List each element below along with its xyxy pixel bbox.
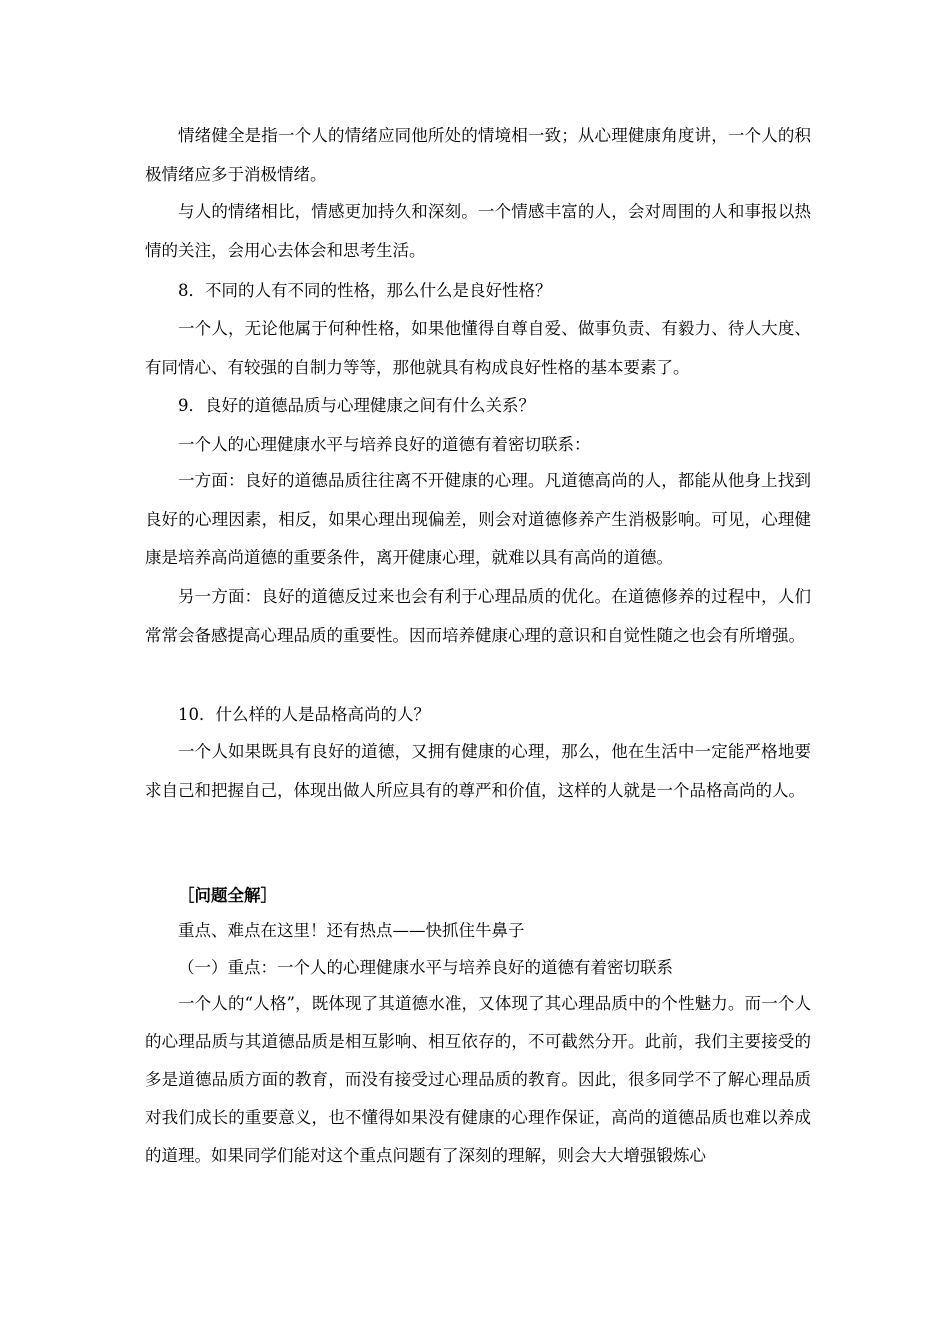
paragraph-good-character: 一个人，无论他属于何种性格，如果他懂得自尊自爱、做事负责、有毅力、待人大度、有同情心、有较强的自制力等等，那他就具有构成良好性格的基本要素了。: [145, 319, 811, 377]
paragraph-emotion-health: 情绪健全是指一个人的情绪应同他所处的情境相一致；从心理健康角度讲，一个人的积极情绪应多于消极情绪。: [145, 126, 811, 184]
subheading-key-point: （一）重点：一个人的心理健康水平与培养良好的道德有着密切联系: [178, 958, 673, 977]
paragraph-other-side: 另一方面：良好的道德反过来也会有利于心理品质的优化。在道德修养的过程中，人们常常会备感提高心理品质的重要性。因而培养健康心理的意识和自觉性随之也会有所增强。: [145, 587, 811, 645]
paragraph-one-side: 一方面：良好的道德品质往往离不开健康的心理。凡道德高尚的人，都能从他身上找到良好的心理因素，相反，如果心理出现偏差，则会对道德修养产生消极影响。可见，心理健康是培养高尚道德的重要条件，离开健康心理，就难以具有高尚的道德。: [145, 471, 811, 568]
paragraph-morality-link: 一个人的心理健康水平与培养良好的道德有着密切联系：: [178, 435, 591, 454]
paragraph-personality: 一个人的“人格”，既体现了其道德水准，又体现了其心理品质中的个性魅力。而一个人的心理品质与其道德品质是相互影响、相互依存的，不可截然分开。此前，我们主要接受的多是道德品质方面的教育，而没有接受过心理品质的教育。因此，很多同学不了解心理品质对我们成长的重要意义，也不懂得如果没有健康的心理作保证，高尚的道德品质也难以养成的道理。如果同学们能对这个重点问题有了深刻的理解，则会大大增强锻炼心: [145, 994, 811, 1165]
question-10: 10．什么样的人是品格高尚的人？: [178, 705, 430, 724]
paragraph-emotion-vs-feeling: 与人的情绪相比，情感更加持久和深刻。一个情感丰富的人，会对周围的人和事报以热情的关注，会用心去体会和思考生活。: [145, 202, 811, 260]
section-heading: ［问题全解］: [178, 886, 277, 905]
question-9: 9．良好的道德品质与心理健康之间有什么关系？: [178, 396, 535, 415]
hint-line: 重点、难点在这里！还有热点——快抓住牛鼻子: [178, 921, 525, 940]
paragraph-noble-character: 一个人如果既具有良好的道德，又拥有健康的心理，那么，他在生活中一定能严格地要求自己和把握自己，体现出做人所应具有的尊严和价值，这样的人就是一个品格高尚的人。: [145, 742, 811, 800]
question-8: 8．不同的人有不同的性格，那么什么是良好性格？: [178, 281, 552, 300]
